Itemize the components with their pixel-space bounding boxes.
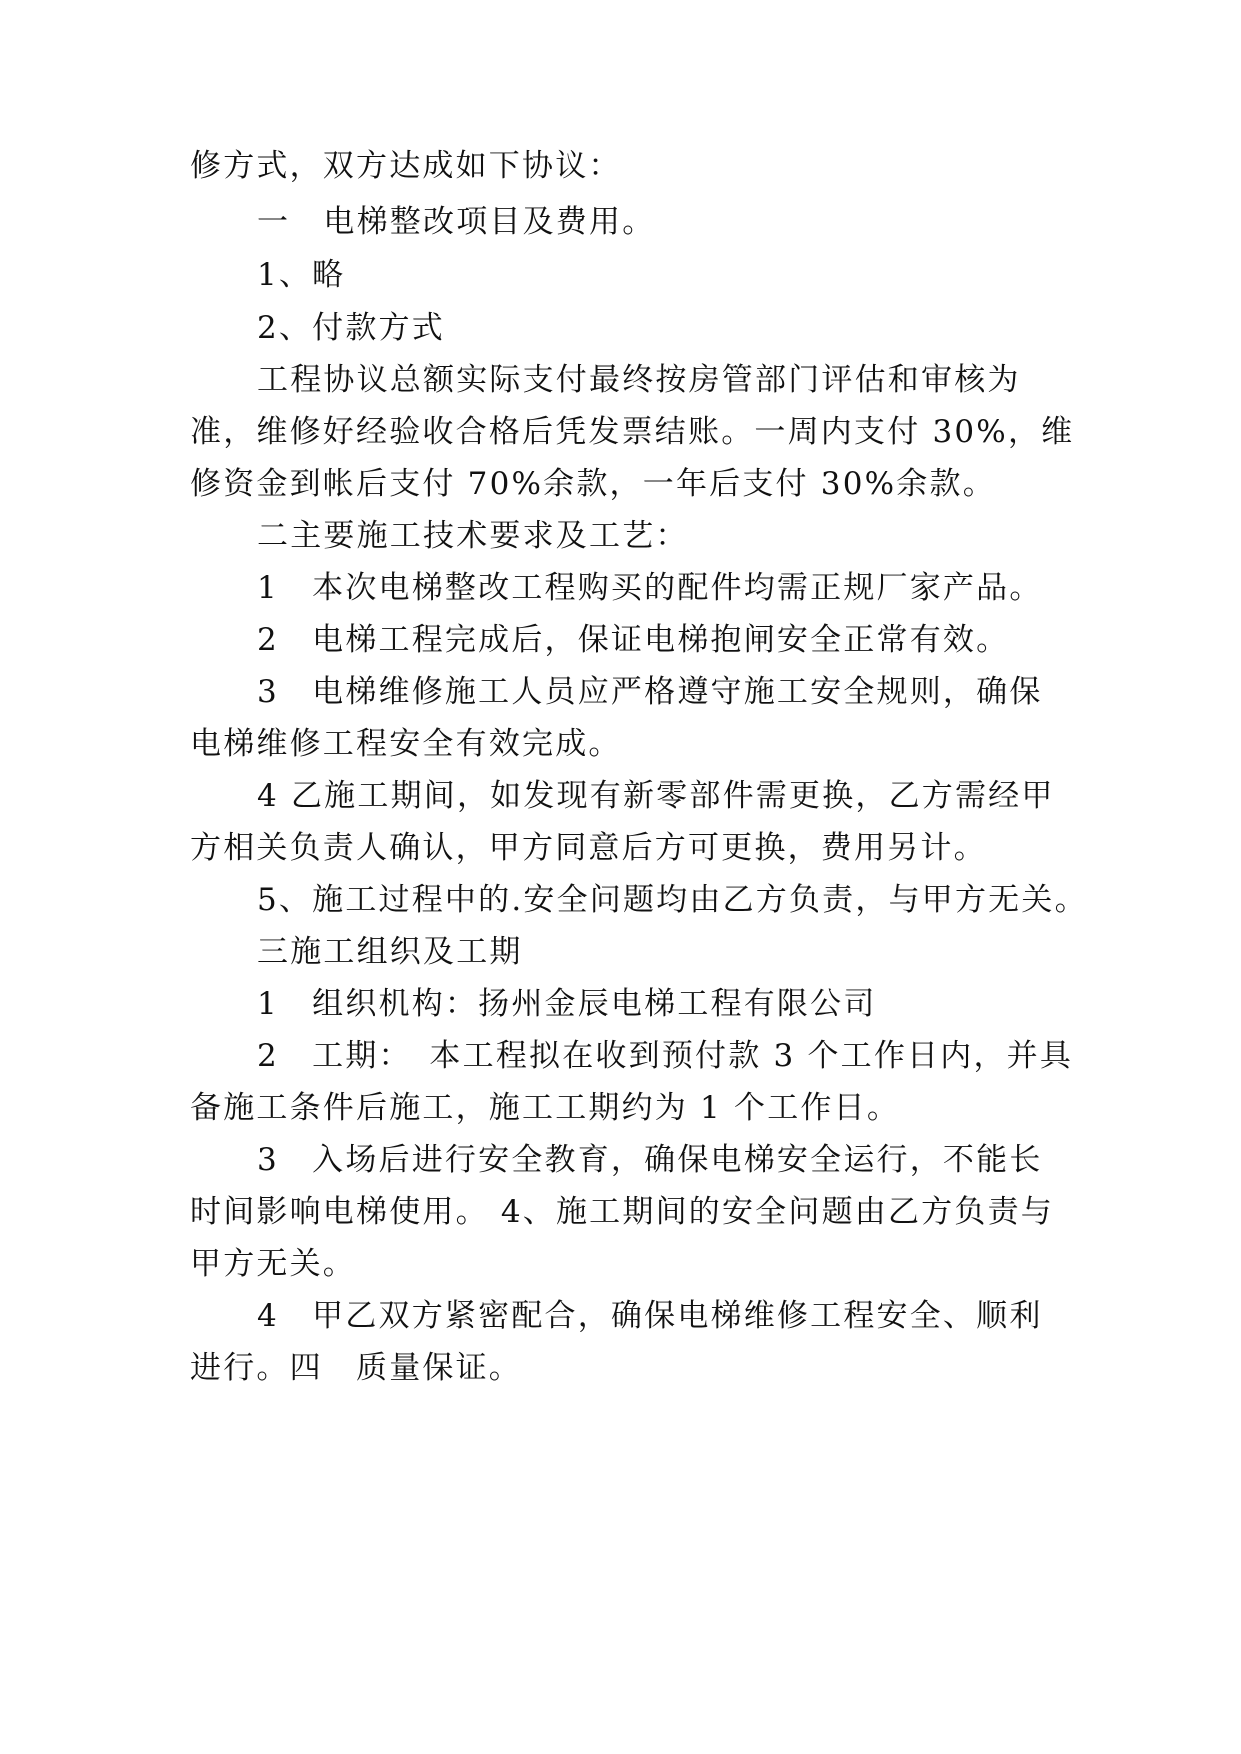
- section-heading-3: 三施工组织及工期: [257, 934, 523, 970]
- text-line-9: 1 本次电梯整改工程购买的配件均需正规厂家产品。: [257, 570, 1043, 606]
- section-heading-2: 二主要施工技术要求及工艺：: [257, 518, 689, 554]
- text-line-13: 4 乙施工期间，如发现有新零部件需更换，乙方需经甲: [257, 778, 1055, 814]
- text-line-6: 准，维修好经验收合格后凭发票结账。一周内支付 30%，维: [190, 414, 1075, 450]
- text-line-19: 备施工条件后施工，施工工期约为 1 个工作日。: [190, 1090, 901, 1126]
- text-line-22: 甲方无关。: [190, 1246, 356, 1282]
- text-line-3: 1、略: [257, 257, 346, 293]
- text-line-21: 时间影响电梯使用。 4、施工期间的安全问题由乙方负责与: [190, 1194, 1054, 1230]
- text-line-20: 3 入场后进行安全教育，确保电梯安全运行，不能长: [257, 1142, 1043, 1178]
- text-line-10: 2 电梯工程完成后，保证电梯抱闸安全正常有效。: [257, 622, 1010, 658]
- text-line-14: 方相关负责人确认，甲方同意后方可更换，费用另计。: [190, 830, 987, 866]
- text-line-1: 修方式，双方达成如下协议：: [190, 148, 622, 184]
- text-line-24: 进行。四 质量保证。: [190, 1350, 522, 1386]
- text-line-5: 工程协议总额实际支付最终按房管部门评估和审核为: [257, 362, 1021, 398]
- text-line-18: 2 工期： 本工程拟在收到预付款 3 个工作日内，并具: [257, 1038, 1074, 1074]
- text-line-7: 修资金到帐后支付 70%余款，一年后支付 30%余款。: [190, 466, 996, 502]
- text-line-11: 3 电梯维修施工人员应严格遵守施工安全规则，确保: [257, 674, 1043, 710]
- text-line-4: 2、付款方式: [257, 310, 445, 346]
- text-line-17: 1 组织机构：扬州金辰电梯工程有限公司: [257, 986, 877, 1022]
- text-line-23: 4 甲乙双方紧密配合，确保电梯维修工程安全、顺利: [257, 1298, 1043, 1334]
- text-line-15: 5、施工过程中的.安全问题均由乙方负责，与甲方无关。: [257, 882, 1088, 918]
- section-heading-1: 一 电梯整改项目及费用。: [257, 204, 656, 240]
- text-line-12: 电梯维修工程安全有效完成。: [190, 726, 622, 762]
